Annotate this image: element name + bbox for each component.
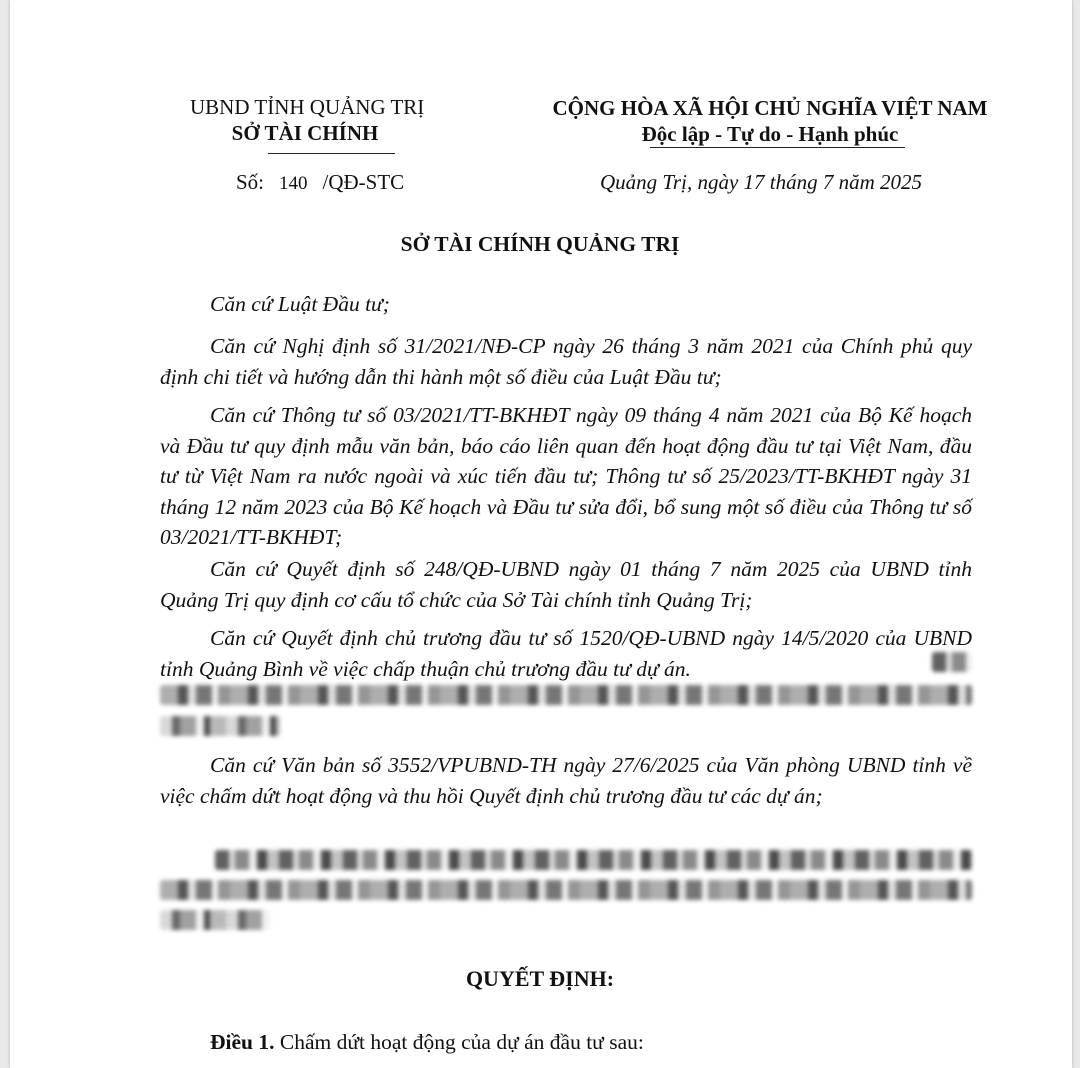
document-page [10, 0, 1072, 1068]
document-date: Quảng Trị, ngày 17 tháng 7 năm 2025 [600, 170, 923, 194]
motto-underline [650, 147, 905, 148]
national-motto: Độc lập - Tự do - Hạnh phúc [641, 122, 899, 146]
legal-basis-6: Căn cứ Văn bản số 3552/VPUBND-TH ngày 27/6/2025 của Văn phòng UBND tỉnh về việc chấm dứt hoạt động và thu hồi Quyết định chủ trương đầu tư các dự án; [160, 753, 972, 808]
agency-parent: UBND TỈNH QUẢNG TRỊ [190, 95, 425, 119]
decision-title: QUYẾT ĐỊNH: [465, 966, 615, 991]
article-1-text: Chấm dứt hoạt động của dự án đầu tư sau: [279, 1030, 644, 1054]
redacted-text [160, 880, 972, 900]
number-suffix: /QĐ-STC [322, 170, 405, 194]
redacted-text [215, 850, 972, 870]
document-number [236, 170, 404, 195]
issuer-title: SỞ TÀI CHÍNH QUẢNG TRỊ [400, 232, 680, 256]
national-title: CỘNG HÒA XÃ HỘI CHỦ NGHĨA VIỆT NAM [552, 96, 988, 120]
redacted-text [932, 652, 972, 672]
article-1 [210, 1030, 644, 1055]
legal-basis-4: Căn cứ Quyết định số 248/QĐ-UBND ngày 01 tháng 7 năm 2025 của UBND tỉnh Quảng Trị quy định cơ cấu tổ chức của Sở Tài chính tỉnh Quảng Trị; [160, 557, 972, 612]
redacted-text [160, 685, 972, 705]
redacted-text [160, 910, 270, 930]
agency-name: SỞ TÀI CHÍNH [231, 121, 379, 145]
article-1-label: Điều 1. [210, 1030, 275, 1054]
number-value: 140 [279, 173, 308, 194]
agency-underline [268, 153, 395, 154]
number-prefix: Số: [236, 170, 265, 194]
legal-basis-2: Căn cứ Nghị định số 31/2021/NĐ-CP ngày 26 tháng 3 năm 2021 của Chính phủ quy định chi tiết và hướng dẫn thi hành một số điều của Luật Đầu tư; [160, 334, 972, 389]
legal-basis-5: Căn cứ Quyết định chủ trương đầu tư số 1520/QĐ-UBND ngày 14/5/2020 của UBND tỉnh Quảng Bình về việc chấp thuận chủ trương đầu tư dự án. [160, 626, 972, 681]
legal-basis-3: Căn cứ Thông tư số 03/2021/TT-BKHĐT ngày 09 tháng 4 năm 2021 của Bộ Kế hoạch và Đầu tư quy định mẫu văn bản, báo cáo liên quan đến hoạt động đầu tư tại Việt Nam, đầu tư từ Việt Nam ra nước ngoài và xúc tiến đầu tư; Thông tư số 25/2023/TT-BKHĐT ngày 31 tháng 12 năm 2023 của Bộ Kế hoạch và Đầu tư sửa đổi, bổ sung một số điều của Thông tư số 03/2021/TT-BKHĐT; [160, 403, 972, 549]
redacted-text [160, 716, 280, 736]
legal-basis-1: Căn cứ Luật Đầu tư; [210, 292, 390, 316]
